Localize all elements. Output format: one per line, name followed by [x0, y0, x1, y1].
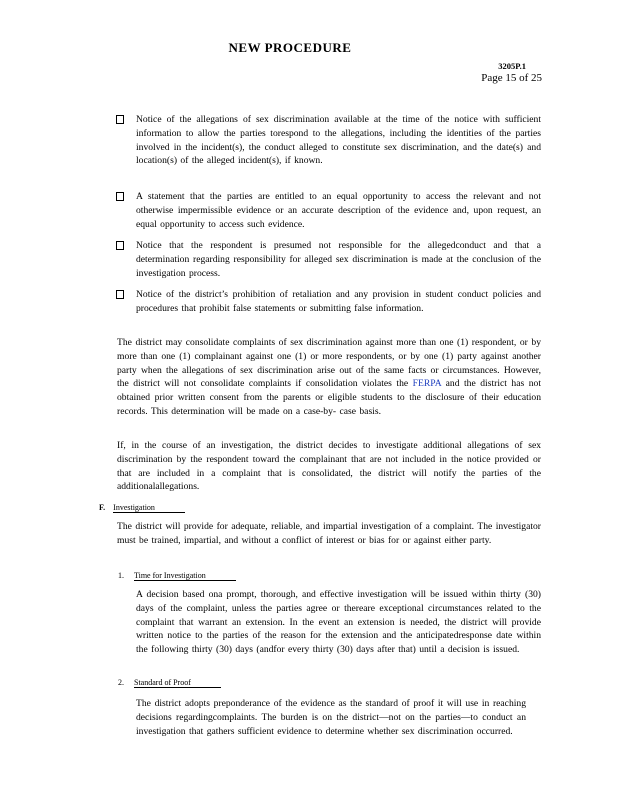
- section-f-paragraph: The district will provide for adequate, reliable, and impartial investigation of a complaint. The investigator must be trained, impartial, and without a conflict of interest or bias for or against either party.: [117, 521, 541, 546]
- subsection-1-heading: [118, 571, 236, 580]
- list-item-text: Notice of the allegations of sex discrimination available at the time of the notice with sufficient information to allow the parties torespond to the allegations, including the identities of the parties involved in the incident(s), the conduct alleged to constitute sex discrimination, and the date(s) and location(s) of the alleged incident(s), if known.: [136, 114, 541, 167]
- subsection-title: Time for Investigation: [134, 571, 236, 581]
- ferpa-link[interactable]: FERPA: [412, 378, 442, 390]
- checkbox-bullet-icon: [116, 290, 124, 299]
- checkbox-bullet-icon: [116, 192, 124, 201]
- list-item: [116, 113, 541, 168]
- subsection-2-paragraph: The district adopts preponderance of the evidence as the standard of proof it will use in reaching decisions regardingcomplaints. The burden is on the district—not on the parties—to conduct an investigation that gathers sufficient evidence to determine whether sex discrimination occurred.: [136, 698, 526, 737]
- section-f-heading: [99, 503, 185, 512]
- list-item-text: A statement that the parties are entitled to an equal opportunity to access the relevant and not otherwise impermissible evidence or an accurate description of the evidence and, upon request, an equal opportunity to access such evidence.: [136, 191, 541, 230]
- checkbox-bullet-icon: [116, 241, 124, 250]
- subsection-title: Standard of Proof: [134, 678, 221, 688]
- document-code: 3205P.1: [498, 61, 526, 71]
- page-number: Page 15 of 25: [481, 72, 542, 84]
- section-letter: F.: [99, 503, 106, 512]
- consolidation-text-after: and the district has not obtained prior written consent from the parents or eligible students to the disclosure of their education records. This determination will be made on a case-by- case basis.: [117, 378, 541, 417]
- list-item: [116, 190, 541, 231]
- list-item: [116, 288, 541, 316]
- list-item-text: Notice of the district’s prohibition of retaliation and any provision in student conduct policies and procedures that prohibit false statements or submitting false information.: [136, 289, 541, 314]
- list-item-text: Notice that the respondent is presumed not responsible for the allegedconduct and that a determination regarding responsibility for alleged sex discrimination is made at the conclusion of the investigation process.: [136, 240, 541, 279]
- consolidation-text-before: The district may consolidate complaints of sex discrimination against more than one (1) respondent, or by more than one (1) complainant against one (1) or more respondents, or by one (1) party against another party when the allegations of sex discrimination arise out of the same facts or circumstances. However, the district will not consolidate complaints if consolidation violates the: [117, 337, 541, 390]
- subsection-1-paragraph: A decision based ona prompt, thorough, and effective investigation will be issued within thirty (30) days of the complaint, unless the parties agree or thereare exceptional circumstances related to the complaint that warrant an extension. In the event an extension is needed, the district will provide written notice to the parties of the reason for the extension and the anticipatedresponse date within the following thirty (30) days (andfor every thirty (30) days after that) until a decision is issued.: [136, 589, 541, 656]
- list-item: [116, 239, 541, 280]
- additional-allegations-paragraph: If, in the course of an investigation, the district decides to investigate additional allegations of sex discrimination by the respondent toward the complainant that are not included in the notice provided or that are included in a complaint that is consolidated, the district will notify the parties of the additionalallegations.: [117, 440, 541, 493]
- subsection-number: 2.: [118, 678, 124, 687]
- consolidation-paragraph: [117, 336, 541, 419]
- checkbox-bullet-icon: [116, 115, 124, 124]
- subsection-number: 1.: [118, 571, 124, 580]
- section-title: Investigation: [113, 503, 185, 513]
- page-title: NEW PROCEDURE: [228, 40, 352, 55]
- subsection-2-heading: [118, 678, 221, 687]
